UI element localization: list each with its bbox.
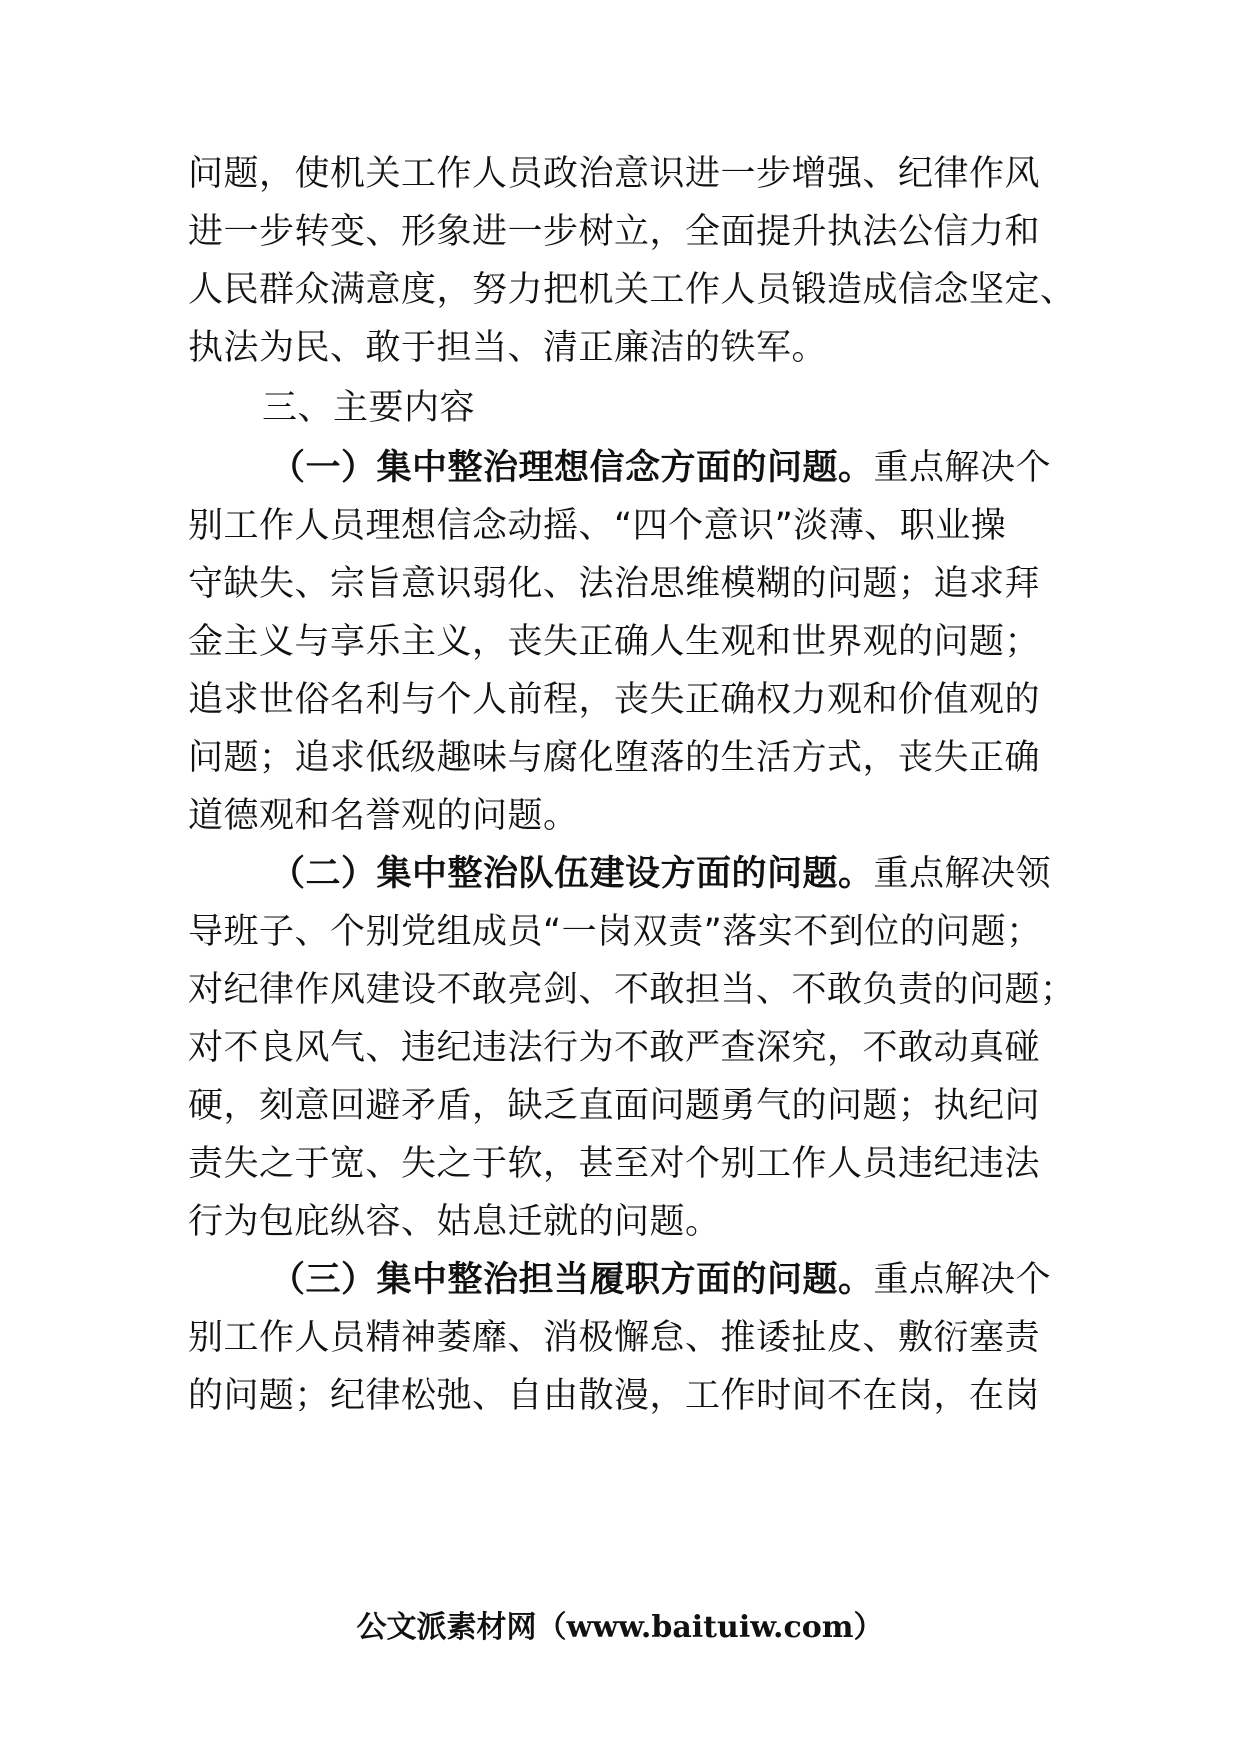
text-line: 对纪律作风建设不敢亮剑、不敢担当、不敢负责的问题； — [188, 970, 1076, 1010]
section-heading: 三、主要内容 — [262, 388, 476, 428]
text-line: 问题；追求低级趣味与腐化堕落的生活方式，丧失正确 — [188, 738, 1041, 778]
text-line: 硬，刻意回避矛盾，缺乏直面问题勇气的问题；执纪问 — [188, 1086, 1041, 1126]
text-run: 重点解决个 — [873, 448, 1052, 488]
text-line: 进一步转变、形象进一步树立，全面提升执法公信力和 — [188, 212, 1041, 252]
text-run: 重点解决领 — [873, 854, 1052, 894]
text-line: 问题，使机关工作人员政治意识进一步增强、纪律作风 — [188, 154, 1041, 194]
text-line: 别工作人员理想信念动摇、“四个意识”淡薄、职业操 — [188, 506, 1007, 546]
text-line: 金主义与享乐主义，丧失正确人生观和世界观的问题； — [188, 622, 1041, 662]
text-line: 行为包庇纵容、姑息迁就的问题。 — [188, 1202, 721, 1242]
subsection-heading: （二）集中整治队伍建设方面的问题。 — [270, 854, 874, 894]
text-line: 追求世俗名利与个人前程，丧失正确权力观和价值观的 — [188, 680, 1041, 720]
text-line: 人民群众满意度，努力把机关工作人员锻造成信念坚定、 — [188, 270, 1076, 310]
footer-watermark: 公文派素材网（www.baituiw.com） — [356, 1610, 884, 1645]
text-line: 的问题；纪律松弛、自由散漫，工作时间不在岗，在岗 — [188, 1376, 1041, 1416]
text-line: 守缺失、宗旨意识弱化、法治思维模糊的问题；追求拜 — [188, 564, 1041, 604]
text-run: 重点解决个 — [873, 1260, 1052, 1300]
text-line: 别工作人员精神萎靡、消极懈怠、推诿扯皮、敷衍塞责 — [188, 1318, 1041, 1358]
subsection-heading: （一）集中整治理想信念方面的问题。 — [270, 448, 874, 488]
subsection-paragraph-start — [270, 446, 1051, 490]
text-line: 对不良风气、违纪违法行为不敢严查深究，不敢动真碰 — [188, 1028, 1041, 1068]
subsection-paragraph-start — [270, 1258, 1051, 1302]
text-line: 执法为民、敢于担当、清正廉洁的铁军。 — [188, 328, 828, 368]
subsection-paragraph-start — [270, 852, 1051, 896]
subsection-heading: （三）集中整治担当履职方面的问题。 — [270, 1260, 874, 1300]
text-line: 道德观和名誉观的问题。 — [188, 796, 579, 836]
text-line: 导班子、个别党组成员“一岗双责”落实不到位的问题； — [188, 912, 1042, 952]
text-line: 责失之于宽、失之于软，甚至对个别工作人员违纪违法 — [188, 1144, 1041, 1184]
